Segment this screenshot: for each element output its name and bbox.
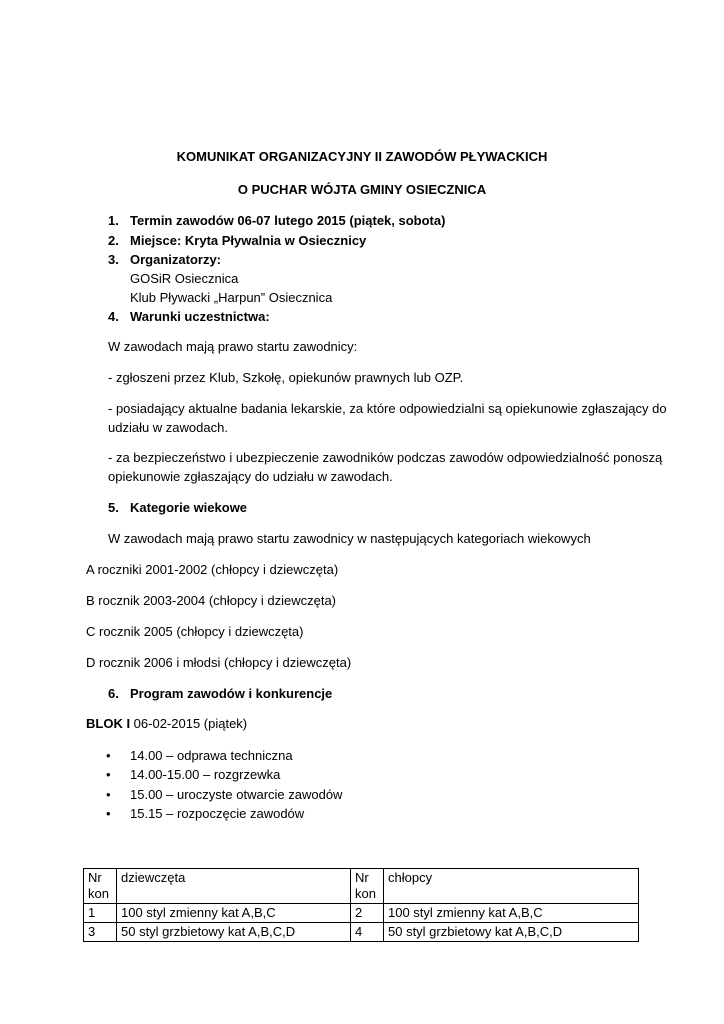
item-4-number: 4. xyxy=(108,309,119,324)
table-row xyxy=(84,923,639,942)
category-a: A roczniki 2001-2002 (chłopcy i dziewczęta) xyxy=(86,562,339,577)
item-2-number: 2. xyxy=(108,233,119,248)
program-table xyxy=(83,868,639,942)
item-1-text: Termin zawodów 06-07 lutego 2015 (piątek, sobota) xyxy=(130,213,446,228)
item-4-text: Warunki uczestnictwa: xyxy=(130,309,270,324)
condition-1: - zgłoszeni przez Klub, Szkołę, opiekunów prawnych lub OZP. xyxy=(108,370,464,385)
header-nr-boys: Nr kon xyxy=(351,869,384,904)
table-cell: 3 xyxy=(84,923,117,942)
item-2-text: Miejsce: Kryta Pływalnia w Osiecznicy xyxy=(130,233,367,248)
schedule-item-2: 14.00-15.00 – rozgrzewka xyxy=(130,767,281,782)
schedule-item-3: 15.00 – uroczyste otwarcie zawodów xyxy=(130,787,343,802)
condition-3-line-2: opiekunowie zgłaszający do udziału w zawodach. xyxy=(108,469,393,484)
condition-2-line-2: udziału w zawodach. xyxy=(108,420,228,435)
header-girls: dziewczęta xyxy=(117,869,351,904)
item-3-number: 3. xyxy=(108,252,119,267)
bullet-icon: • xyxy=(106,748,111,763)
header-nr-girls: Nr kon xyxy=(84,869,117,904)
section-5-intro: W zawodach mają prawo startu zawodnicy w następujących kategoriach wiekowych xyxy=(108,531,591,546)
table-cell: 50 styl grzbietowy kat A,B,C,D xyxy=(384,923,639,942)
condition-2-line-1: - posiadający aktualne badania lekarskie, za które odpowiedzialni są opiekunowie zgłaszający do xyxy=(108,401,667,416)
category-b: B rocznik 2003-2004 (chłopcy i dziewczęta) xyxy=(86,593,337,608)
blok-label: BLOK I xyxy=(86,716,131,731)
bullet-icon: • xyxy=(106,806,111,821)
section-5-title: Kategorie wiekowe xyxy=(130,500,248,515)
table-row xyxy=(84,904,639,923)
item-1-number: 1. xyxy=(108,213,119,228)
condition-3-line-1: - za bezpieczeństwo i ubezpieczenie zawodników podczas zawodów odpowiedzialność ponoszą xyxy=(108,450,663,465)
table-cell: 100 styl zmienny kat A,B,C xyxy=(117,904,351,923)
conditions-intro: W zawodach mają prawo startu zawodnicy: xyxy=(108,339,358,354)
item-3-text: Organizatorzy: xyxy=(130,252,222,267)
organizer-1: GOSiR Osiecznica xyxy=(130,271,239,286)
section-5-number: 5. xyxy=(108,500,119,515)
category-d: D rocznik 2006 i młodsi (chłopcy i dziewczęta) xyxy=(86,655,352,670)
header-boys: chłopcy xyxy=(384,869,639,904)
table-cell: 50 styl grzbietowy kat A,B,C,D xyxy=(117,923,351,942)
category-c: C rocznik 2005 (chłopcy i dziewczęta) xyxy=(86,624,304,639)
table-cell: 1 xyxy=(84,904,117,923)
organizer-2: Klub Pływacki „Harpun” Osiecznica xyxy=(130,290,333,305)
schedule-item-1: 14.00 – odprawa techniczna xyxy=(130,748,293,763)
bullet-icon: • xyxy=(106,767,111,782)
blok-date: 06-02-2015 (piątek) xyxy=(130,716,248,731)
schedule-item-4: 15.15 – rozpoczęcie zawodów xyxy=(130,806,305,821)
section-6-number: 6. xyxy=(108,686,119,701)
blok-heading xyxy=(86,716,247,732)
table-cell: 4 xyxy=(351,923,384,942)
title-line-2: O PUCHAR WÓJTA GMINY OSIECZNICA xyxy=(237,182,487,197)
section-6-title: Program zawodów i konkurencje xyxy=(130,686,333,701)
title-line-1: KOMUNIKAT ORGANIZACYJNY II ZAWODÓW PŁYWACKICH xyxy=(176,149,548,164)
table-cell: 100 styl zmienny kat A,B,C xyxy=(384,904,639,923)
table-cell: 2 xyxy=(351,904,384,923)
bullet-icon: • xyxy=(106,787,111,802)
table-header-row xyxy=(84,869,639,904)
